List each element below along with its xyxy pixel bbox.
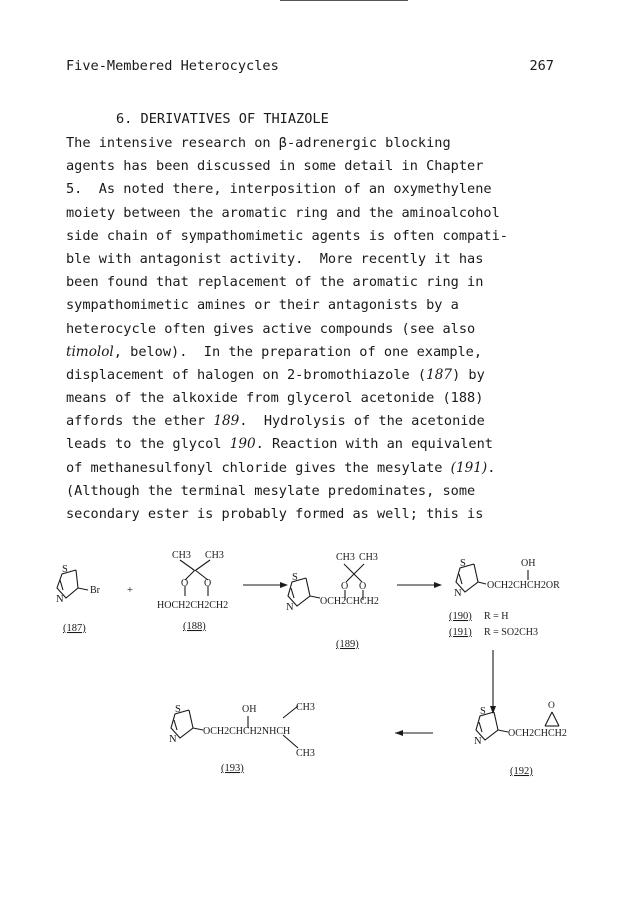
label-189: (189) bbox=[336, 639, 359, 650]
text-line bbox=[66, 155, 586, 178]
text-line bbox=[66, 271, 586, 294]
text-segment: ble with antagonist activity. More recently it has bbox=[66, 250, 484, 267]
o-188-a: O bbox=[181, 578, 189, 589]
ch3-188-b: CH3 bbox=[205, 550, 224, 561]
atom-n-189: N bbox=[286, 602, 294, 613]
text-segment: leads to the glycol bbox=[66, 436, 230, 453]
text-segment: , below). In the preparation of one example, bbox=[113, 343, 483, 360]
body-paragraph bbox=[66, 132, 586, 526]
text-segment: of methanesulfonyl chloride gives the mesylate bbox=[66, 459, 451, 476]
text-segment: sympathomimetic amines or their antagonists by a bbox=[66, 297, 459, 314]
label-191: (191) bbox=[449, 627, 472, 638]
text-segment: . Hydrolysis of the acetonide bbox=[239, 413, 485, 430]
label-192: (192) bbox=[510, 766, 533, 777]
italic-term: 190 bbox=[229, 436, 256, 453]
plus-sign: + bbox=[127, 585, 133, 596]
reaction-scheme bbox=[0, 530, 638, 810]
text-segment: side chain of sympathomimetic agents is often compati- bbox=[66, 227, 508, 244]
label-190: (190) bbox=[449, 611, 472, 622]
atom-n-193: N bbox=[169, 734, 177, 745]
chain-193: OCH2CHCH2NHCH bbox=[203, 726, 291, 737]
chain-189: OCH2CHCH2 bbox=[320, 596, 379, 607]
atom-n-190: N bbox=[454, 588, 462, 599]
r-190: R = H bbox=[484, 611, 509, 622]
text-line bbox=[66, 318, 586, 341]
text-line bbox=[66, 341, 586, 364]
o-189-a: O bbox=[341, 581, 349, 592]
text-line bbox=[66, 178, 586, 201]
text-segment: affords the ether bbox=[66, 413, 214, 430]
atom-br: Br bbox=[90, 585, 100, 596]
text-segment: . bbox=[487, 459, 496, 476]
text-line bbox=[66, 225, 586, 248]
label-188: (188) bbox=[183, 621, 206, 632]
text-line bbox=[66, 433, 586, 456]
text-line bbox=[66, 410, 586, 433]
italic-term: (191) bbox=[450, 459, 488, 476]
section-title: 6. DERIVATIVES OF THIAZOLE bbox=[116, 111, 329, 127]
top-rule bbox=[280, 0, 408, 1]
text-line bbox=[66, 457, 586, 480]
r-191: R = SO2CH3 bbox=[484, 627, 538, 638]
italic-term: 189 bbox=[213, 413, 240, 430]
text-line bbox=[66, 294, 586, 317]
text-segment: secondary ester is probably formed as well; this is bbox=[66, 506, 484, 522]
atom-n-187: N bbox=[56, 594, 64, 605]
label-187: (187) bbox=[63, 623, 86, 634]
atom-n-192: N bbox=[474, 736, 482, 747]
label-193: (193) bbox=[221, 763, 244, 774]
oh-190: OH bbox=[521, 558, 536, 569]
text-line bbox=[66, 480, 586, 503]
atom-s-190: S bbox=[460, 558, 466, 569]
text-line bbox=[66, 387, 586, 410]
text-segment: 5. As noted there, interposition of an oxymethylene bbox=[66, 181, 492, 198]
running-title: Five-Membered Heterocycles bbox=[66, 58, 279, 74]
chain-188: HOCH2CH2CH2 bbox=[157, 600, 229, 611]
text-segment: displacement of halogen on 2-bromothiazole ( bbox=[66, 366, 427, 383]
ch3-193-a: CH3 bbox=[296, 702, 315, 713]
text-line bbox=[66, 132, 586, 155]
italic-term: 187 bbox=[426, 366, 453, 383]
text-segment: heterocycle often gives active compounds (see also bbox=[66, 320, 476, 337]
ch3-188-a: CH3 bbox=[172, 550, 191, 561]
text-segment: (Although the terminal mesylate predominates, some bbox=[66, 482, 476, 499]
chain-190: OCH2CHCH2OR bbox=[487, 580, 560, 591]
atom-s-192: S bbox=[480, 706, 486, 717]
atom-s-187: S bbox=[62, 564, 68, 575]
text-line bbox=[66, 364, 586, 387]
o-188-b: O bbox=[204, 578, 212, 589]
text-segment: moiety between the aromatic ring and the aminoalcohol bbox=[66, 204, 500, 221]
ch3-189-b: CH3 bbox=[359, 552, 378, 563]
oh-193: OH bbox=[242, 704, 257, 715]
text-segment: ) by bbox=[452, 366, 485, 383]
text-segment: agents has been discussed in some detail in Chapter bbox=[66, 158, 484, 175]
text-segment: been found that replacement of the aromatic ring in bbox=[66, 274, 484, 291]
text-segment: means of the alkoxide from glycerol acetonide (188) bbox=[66, 390, 484, 407]
o-192: O bbox=[548, 701, 555, 711]
text-segment: The intensive research on β-adrenergic blocking bbox=[66, 135, 451, 151]
atom-s-193: S bbox=[175, 704, 181, 715]
page-number: 267 bbox=[529, 58, 554, 74]
atom-s-189: S bbox=[292, 572, 298, 583]
ch3-189-a: CH3 bbox=[336, 552, 355, 563]
text-line bbox=[66, 248, 586, 271]
o-189-b: O bbox=[359, 581, 367, 592]
text-line bbox=[66, 202, 586, 225]
text-line bbox=[66, 503, 586, 526]
chain-192: OCH2CHCH2 bbox=[508, 728, 567, 739]
italic-term: timolol bbox=[66, 343, 114, 360]
text-segment: . Reaction with an equivalent bbox=[255, 436, 493, 453]
ch3-193-b: CH3 bbox=[296, 748, 315, 759]
